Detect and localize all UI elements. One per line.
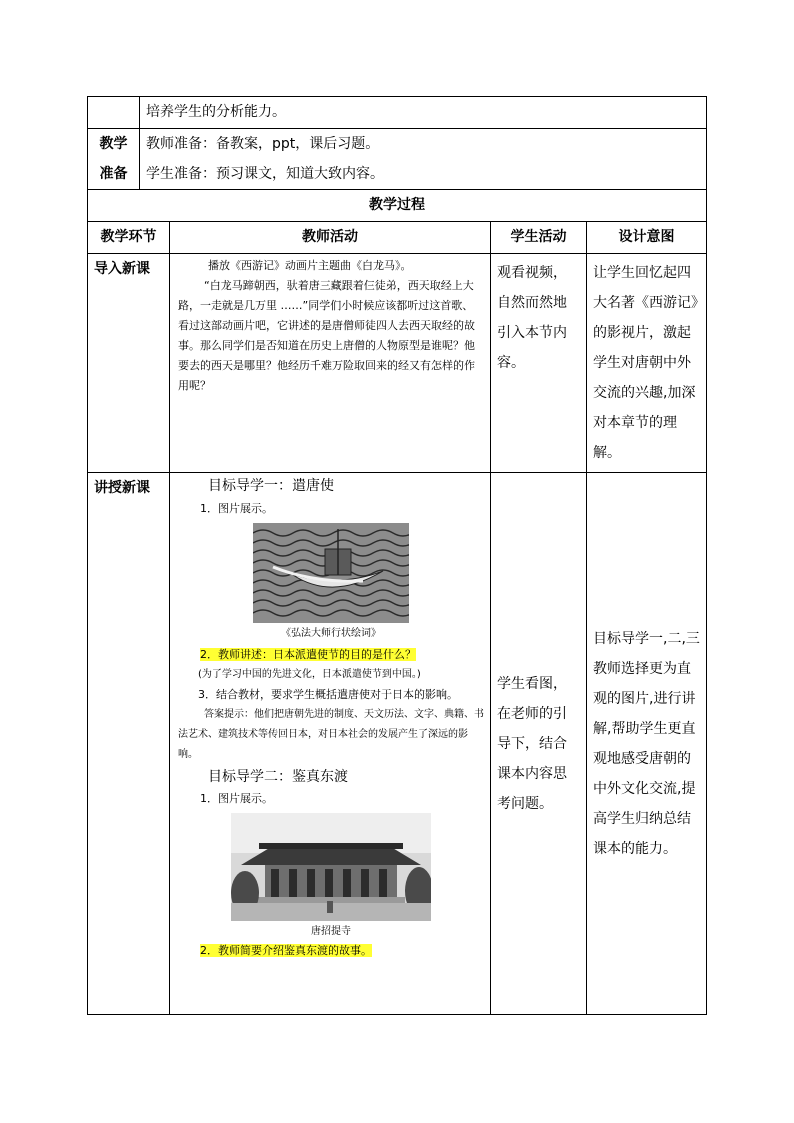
lecture-student: 学生看图，在老师的引导下，结合课本内容思考问题。 [491,473,587,1015]
prep-content [140,129,707,190]
lesson-plan-table [87,96,707,1015]
header-intent: 设计意图 [587,222,707,254]
goal1-step1: 1．图片展示。 [200,502,273,515]
goal1-step2-wrap [178,645,484,665]
goal2-step1: 1．图片展示。 [200,792,273,805]
teacher-prep: 教师准备：备教案，ppt，课后习题。 [146,136,380,152]
ability-row [88,97,707,129]
lecture-row [88,473,707,1015]
goal2-step2-wrap [178,941,484,961]
temple-picture [231,813,431,921]
student-prep: 学生准备：预习课文，知道大致内容。 [146,166,384,182]
ability-label-cell [88,97,140,129]
header-teacher: 教师活动 [170,222,491,254]
header-row [88,222,707,254]
ability-text: 培养学生的分析能力。 [140,97,707,129]
lecture-intent [587,473,707,1015]
picture1-caption: 《弘法大师行状绘词》 [281,628,381,639]
header-stage: 教学环节 [88,222,170,254]
goal1-hint: 答案提示：他们把唐朝先进的制度、天文历法、文字、典籍、书法艺术、建筑技术等传回日本，对日本社会的发展产生了深远的影响。 [178,709,484,760]
intro-student: 观看视频，自然而然地引入本节内容。 [491,254,587,473]
prep-row [88,129,707,190]
process-title: 教学过程 [88,190,707,222]
goal1-step2: 2．教师讲述：日本派遣使节的目的是什么？ [200,648,416,661]
goal1-answer: (为了学习中国的先进文化，日本派遣使节到中国。) [198,669,421,680]
intro-stage: 导入新课 [88,254,170,473]
intro-row [88,254,707,473]
intro-teacher-p1: 播放《西游记》动画片主题曲《白龙马》。 [208,259,412,272]
goal1-title: 目标导学一：遣唐使 [208,478,334,494]
lecture-teacher [170,473,491,1015]
picture2-caption: 唐招提寺 [311,926,351,937]
intro-teacher-p2: “白龙马蹄朝西，驮着唐三藏跟着仨徒弟，西天取经上大路，一走就是几万里 ……”同学们小时候应该都听过这首歌、看过这部动画片吧，它讲述的是唐僧师徒四人去西天取经的故事。那么同学们是否知道在历史上唐僧的人物原型是谁呢？他要去的西天是哪里？他经历千难万险取回来的经又有怎样的作用呢？ [178,279,475,392]
picture2-wrap [178,813,484,921]
lecture-stage: 讲授新课 [88,473,170,1015]
lecture-intent-head: 目标导学一,二,三 [593,630,700,647]
process-title-row [88,190,707,222]
intro-intent: 让学生回忆起四大名著《西游记》的影视片，激起学生对唐朝中外交流的兴趣,加深对本章节的理解。 [587,254,707,473]
goal1-step3: 3．结合教材，要求学生概括遣唐使对于日本的影响。 [198,688,458,701]
intro-teacher [170,254,491,473]
waves-ship-picture [253,523,409,623]
goal2-step2: 2．教师简要介绍鉴真东渡的故事。 [200,944,372,957]
prep-label: 教学 准备 [88,129,140,190]
lecture-intent-body: 教师选择更为直观的图片,进行讲解,帮助学生更直观地感受唐朝的中外文化交流,提高学生归纳总结课本的能力。 [593,660,696,857]
picture1-wrap [178,523,484,623]
goal2-title: 目标导学二：鉴真东渡 [208,769,348,785]
header-student: 学生活动 [491,222,587,254]
